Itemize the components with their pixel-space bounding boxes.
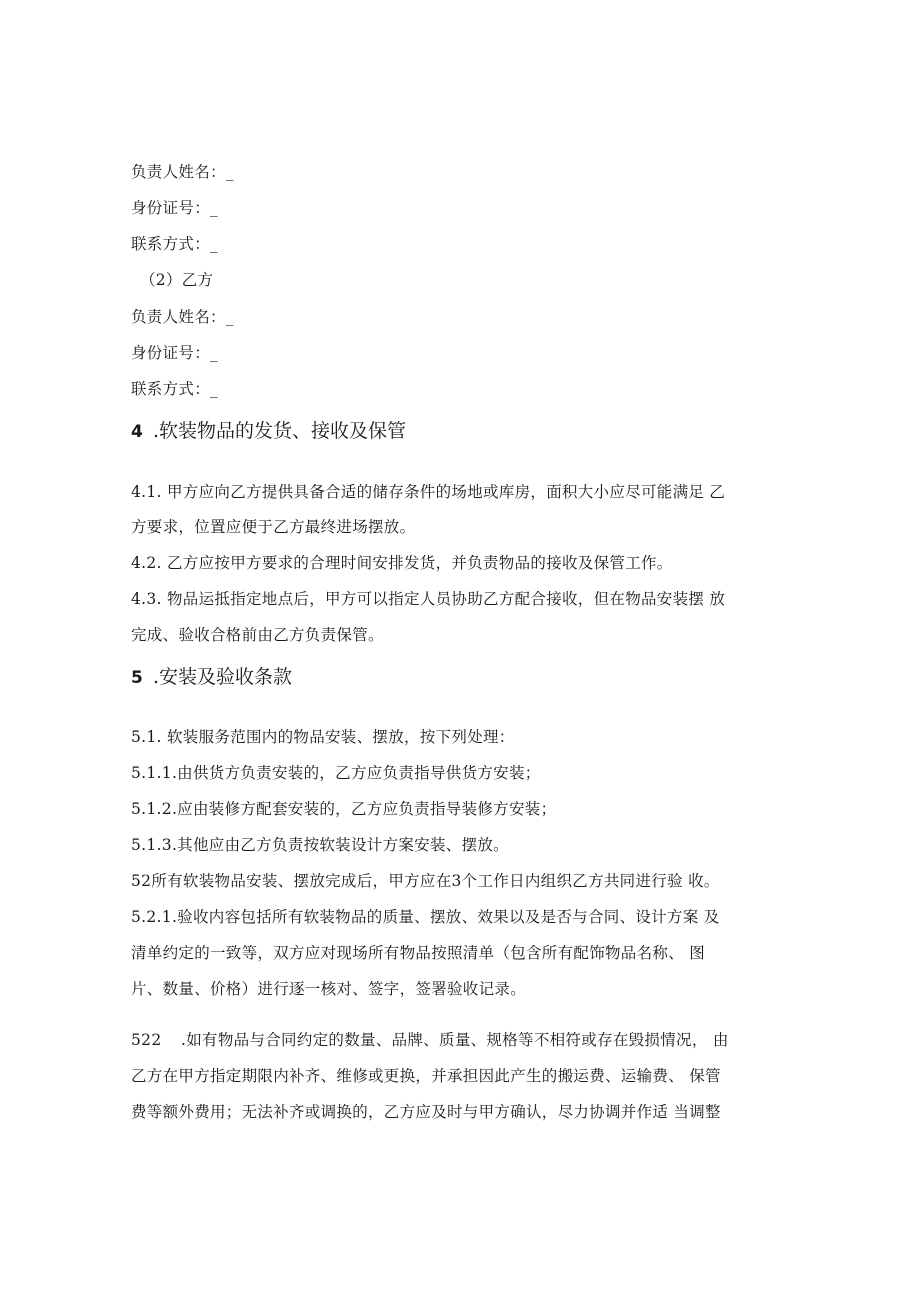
section-4-heading xyxy=(131,419,406,444)
paragraph-line: 5.2.1.验收内容包括所有软装物品的质量、摆放、效果以及是否与合同、设计方案 及 xyxy=(131,908,720,926)
party-a-name-field: 负责人姓名：_ xyxy=(131,163,234,181)
paragraph-line: 5.1.3.其他应由乙方负责按软装设计方案安装、摆放。 xyxy=(131,836,509,854)
section-5-heading xyxy=(131,665,292,690)
section-4-title: .软装物品的发货、接收及保管 xyxy=(153,420,407,442)
paragraph-line: 4.2. 乙方应按甲方要求的合理时间安排发货，并负责物品的接收及保管工作。 xyxy=(131,554,673,572)
section-4-number: 4 xyxy=(131,422,143,442)
party-b-contact-field: 联系方式：_ xyxy=(131,380,219,398)
party-b-label: （2）乙方 xyxy=(140,271,214,289)
party-b-id-field: 身份证号：_ xyxy=(131,344,219,362)
clause-number: 522 xyxy=(131,1031,162,1049)
paragraph-line: 5.1.2.应由装修方配套安装的，乙方应负责指导装修方安装； xyxy=(131,800,557,818)
paragraph-line: 乙方在甲方指定期限内补齐、维修或更换，并承担因此产生的搬运费、运输费、 保管 xyxy=(131,1067,721,1085)
party-b-name-field: 负责人姓名：_ xyxy=(131,308,234,326)
paragraph-line: 4.1. 甲方应向乙方提供具备合适的储存条件的场地或库房，面积大小应尽可能满足 乙 xyxy=(131,483,726,501)
section-5-title: .安装及验收条款 xyxy=(153,666,293,688)
paragraph-line: 费等额外费用；无法补齐或调换的，乙方应及时与甲方确认，尽力协调并作适 当调整 xyxy=(131,1103,721,1121)
paragraph-line: 5.1. 软装服务范围内的物品安装、摆放，按下列处理： xyxy=(131,728,515,746)
paragraph-line: 52所有软装物品安装、摆放完成后，甲方应在3个工作日内组织乙方共同进行验 收。 xyxy=(131,872,720,890)
clause-text: .如有物品与合同约定的数量、品牌、质量、规格等不相符或存在毁损情况， 由 xyxy=(181,1031,729,1049)
paragraph-line: 完成、验收合格前由乙方负责保管。 xyxy=(131,626,384,644)
paragraph-line: 片、数量、价格）进行逐一核对、签字，签署验收记录。 xyxy=(131,980,527,998)
paragraph-line: 4.3. 物品运抵指定地点后，甲方可以指定人员协助乙方配合接收，但在物品安装摆 放 xyxy=(131,590,726,608)
party-a-id-field: 身份证号：_ xyxy=(131,199,219,217)
party-a-contact-field: 联系方式：_ xyxy=(131,235,219,253)
section-5-number: 5 xyxy=(131,668,143,688)
paragraph-line xyxy=(131,1030,729,1050)
paragraph-line: 清单约定的一致等，双方应对现场所有物品按照清单（包含所有配饰物品名称、 图 xyxy=(131,944,706,962)
paragraph-line: 5.1.1.由供货方负责安装的，乙方应负责指导供货方安装； xyxy=(131,764,541,782)
paragraph-line: 方要求，位置应便于乙方最终进场摆放。 xyxy=(131,518,416,536)
